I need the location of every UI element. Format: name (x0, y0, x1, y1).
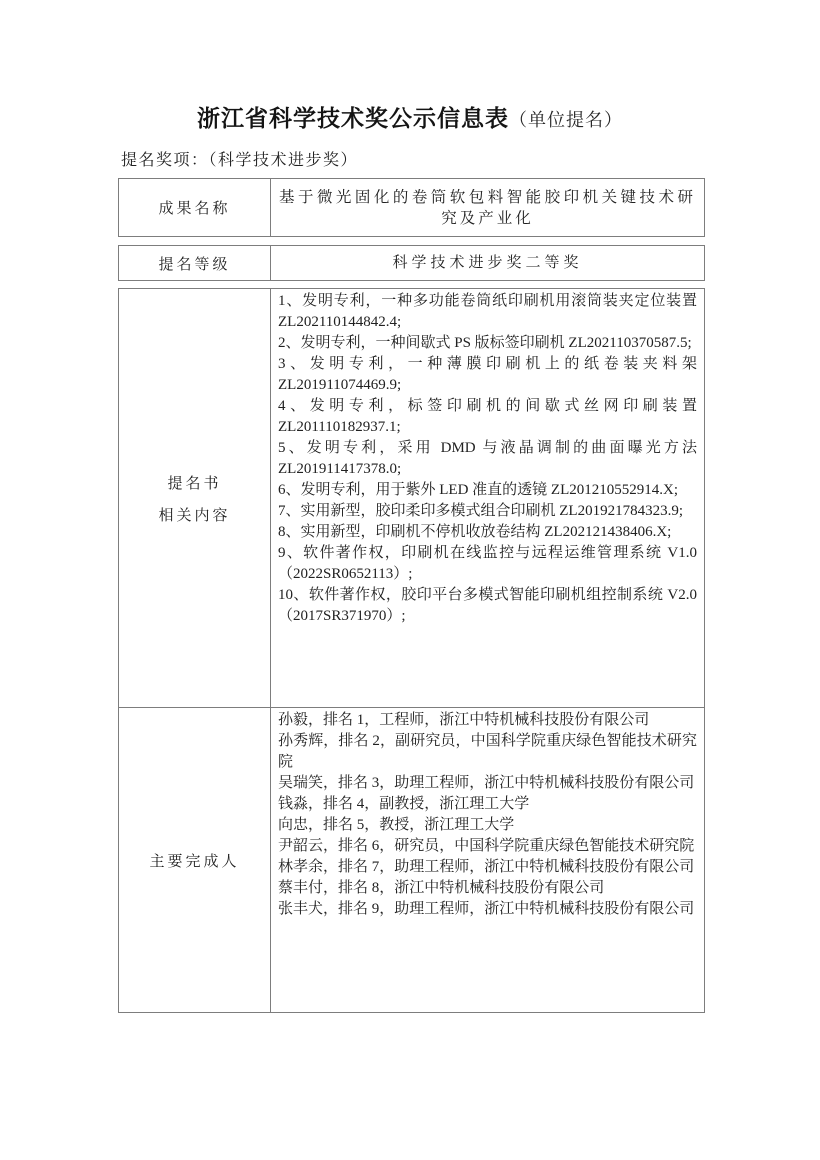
nomination-level-value: 科学技术进步奖二等奖 (392, 254, 583, 271)
main-contributors-cell (271, 708, 704, 1012)
related-item: 6、发明专利，用于紫外 LED 准直的透镜 ZL201210552914.X; (278, 482, 678, 498)
related-item: 5、发明专利，采用 DMD 与液晶调制的曲面曝光方法 ZL201911417378.0; (278, 440, 697, 477)
contributor-item: 林孝余，排名 7，助理工程师，浙江中特机械科技股份有限公司 (278, 859, 695, 875)
related-item: 1、发明专利，一种多功能卷筒纸印刷机用滚筒装夹定位装置 ZL202110144842.4; (278, 293, 697, 330)
result-name-value: 基于微光固化的卷筒软包料智能胶印机关键技术研究及产业化 (279, 188, 696, 227)
contributor-item: 尹韶云，排名 6，研究员，中国科学院重庆绿色智能技术研究院 (278, 838, 695, 854)
page-title (0, 100, 820, 133)
related-content-label (119, 289, 271, 707)
nomination-level-label (119, 246, 271, 280)
related-content-label-line2: 相关内容 (158, 507, 231, 524)
related-item: 10、软件著作权，胶印平台多模式智能印刷机组控制系统 V2.0（2017SR371970）; (278, 587, 697, 624)
contributor-item: 钱淼，排名 4，副教授，浙江理工大学 (278, 796, 530, 812)
contributor-item: 吴瑞笑，排名 3，助理工程师，浙江中特机械科技股份有限公司 (278, 775, 695, 791)
related-content-label-line1: 提名书 (167, 475, 222, 492)
table-row-nomination-level (118, 245, 705, 281)
nomination-level-cell (271, 246, 704, 280)
related-content-cell (271, 289, 704, 707)
info-table (118, 178, 705, 1013)
table-row-result-name (118, 178, 705, 237)
related-item: 8、实用新型，印刷机不停机收放卷结构 ZL202121438406.X; (278, 524, 672, 540)
contributor-item: 孙秀辉，排名 2，副研究员，中国科学院重庆绿色智能技术研究院 (278, 733, 697, 770)
related-item: 7、实用新型，胶印柔印多模式组合印刷机 ZL201921784323.9; (278, 503, 683, 519)
related-item: 9、软件著作权，印刷机在线监控与远程运维管理系统 V1.0（2022SR0652113）; (278, 545, 697, 582)
related-item: 2、发明专利，一种间歇式 PS 版标签印刷机 ZL202110370587.5; (278, 335, 692, 351)
nomination-level-label-text: 提名等级 (158, 256, 231, 273)
contributor-item: 孙毅，排名 1，工程师，浙江中特机械科技股份有限公司 (278, 712, 650, 728)
table-row-related-content (118, 288, 705, 708)
related-item: 3、发明专利，一种薄膜印刷机上的纸卷装夹料架 ZL201911074469.9; (278, 356, 697, 393)
result-name-label-text: 成果名称 (158, 201, 231, 217)
main-contributors-label-text: 主要完成人 (149, 853, 240, 870)
result-name-label (119, 179, 271, 236)
page-title-main: 浙江省科学技术奖公示信息表 (197, 105, 509, 131)
page-title-suffix: （单位提名） (509, 110, 623, 130)
main-contributors-label (119, 708, 271, 1012)
contributor-item: 向忠，排名 5，教授，浙江理工大学 (278, 817, 515, 833)
award-category-line: 提名奖项：（科学技术进步奖） (121, 152, 359, 169)
result-name-cell (271, 179, 704, 236)
contributor-item: 张丰犬，排名 9，助理工程师，浙江中特机械科技股份有限公司 (278, 901, 695, 917)
related-item: 4、发明专利，标签印刷机的间歇式丝网印刷装置 ZL201110182937.1; (278, 398, 697, 435)
table-row-main-contributors (118, 708, 705, 1013)
contributor-item: 蔡丰付，排名 8，浙江中特机械科技股份有限公司 (278, 880, 605, 896)
